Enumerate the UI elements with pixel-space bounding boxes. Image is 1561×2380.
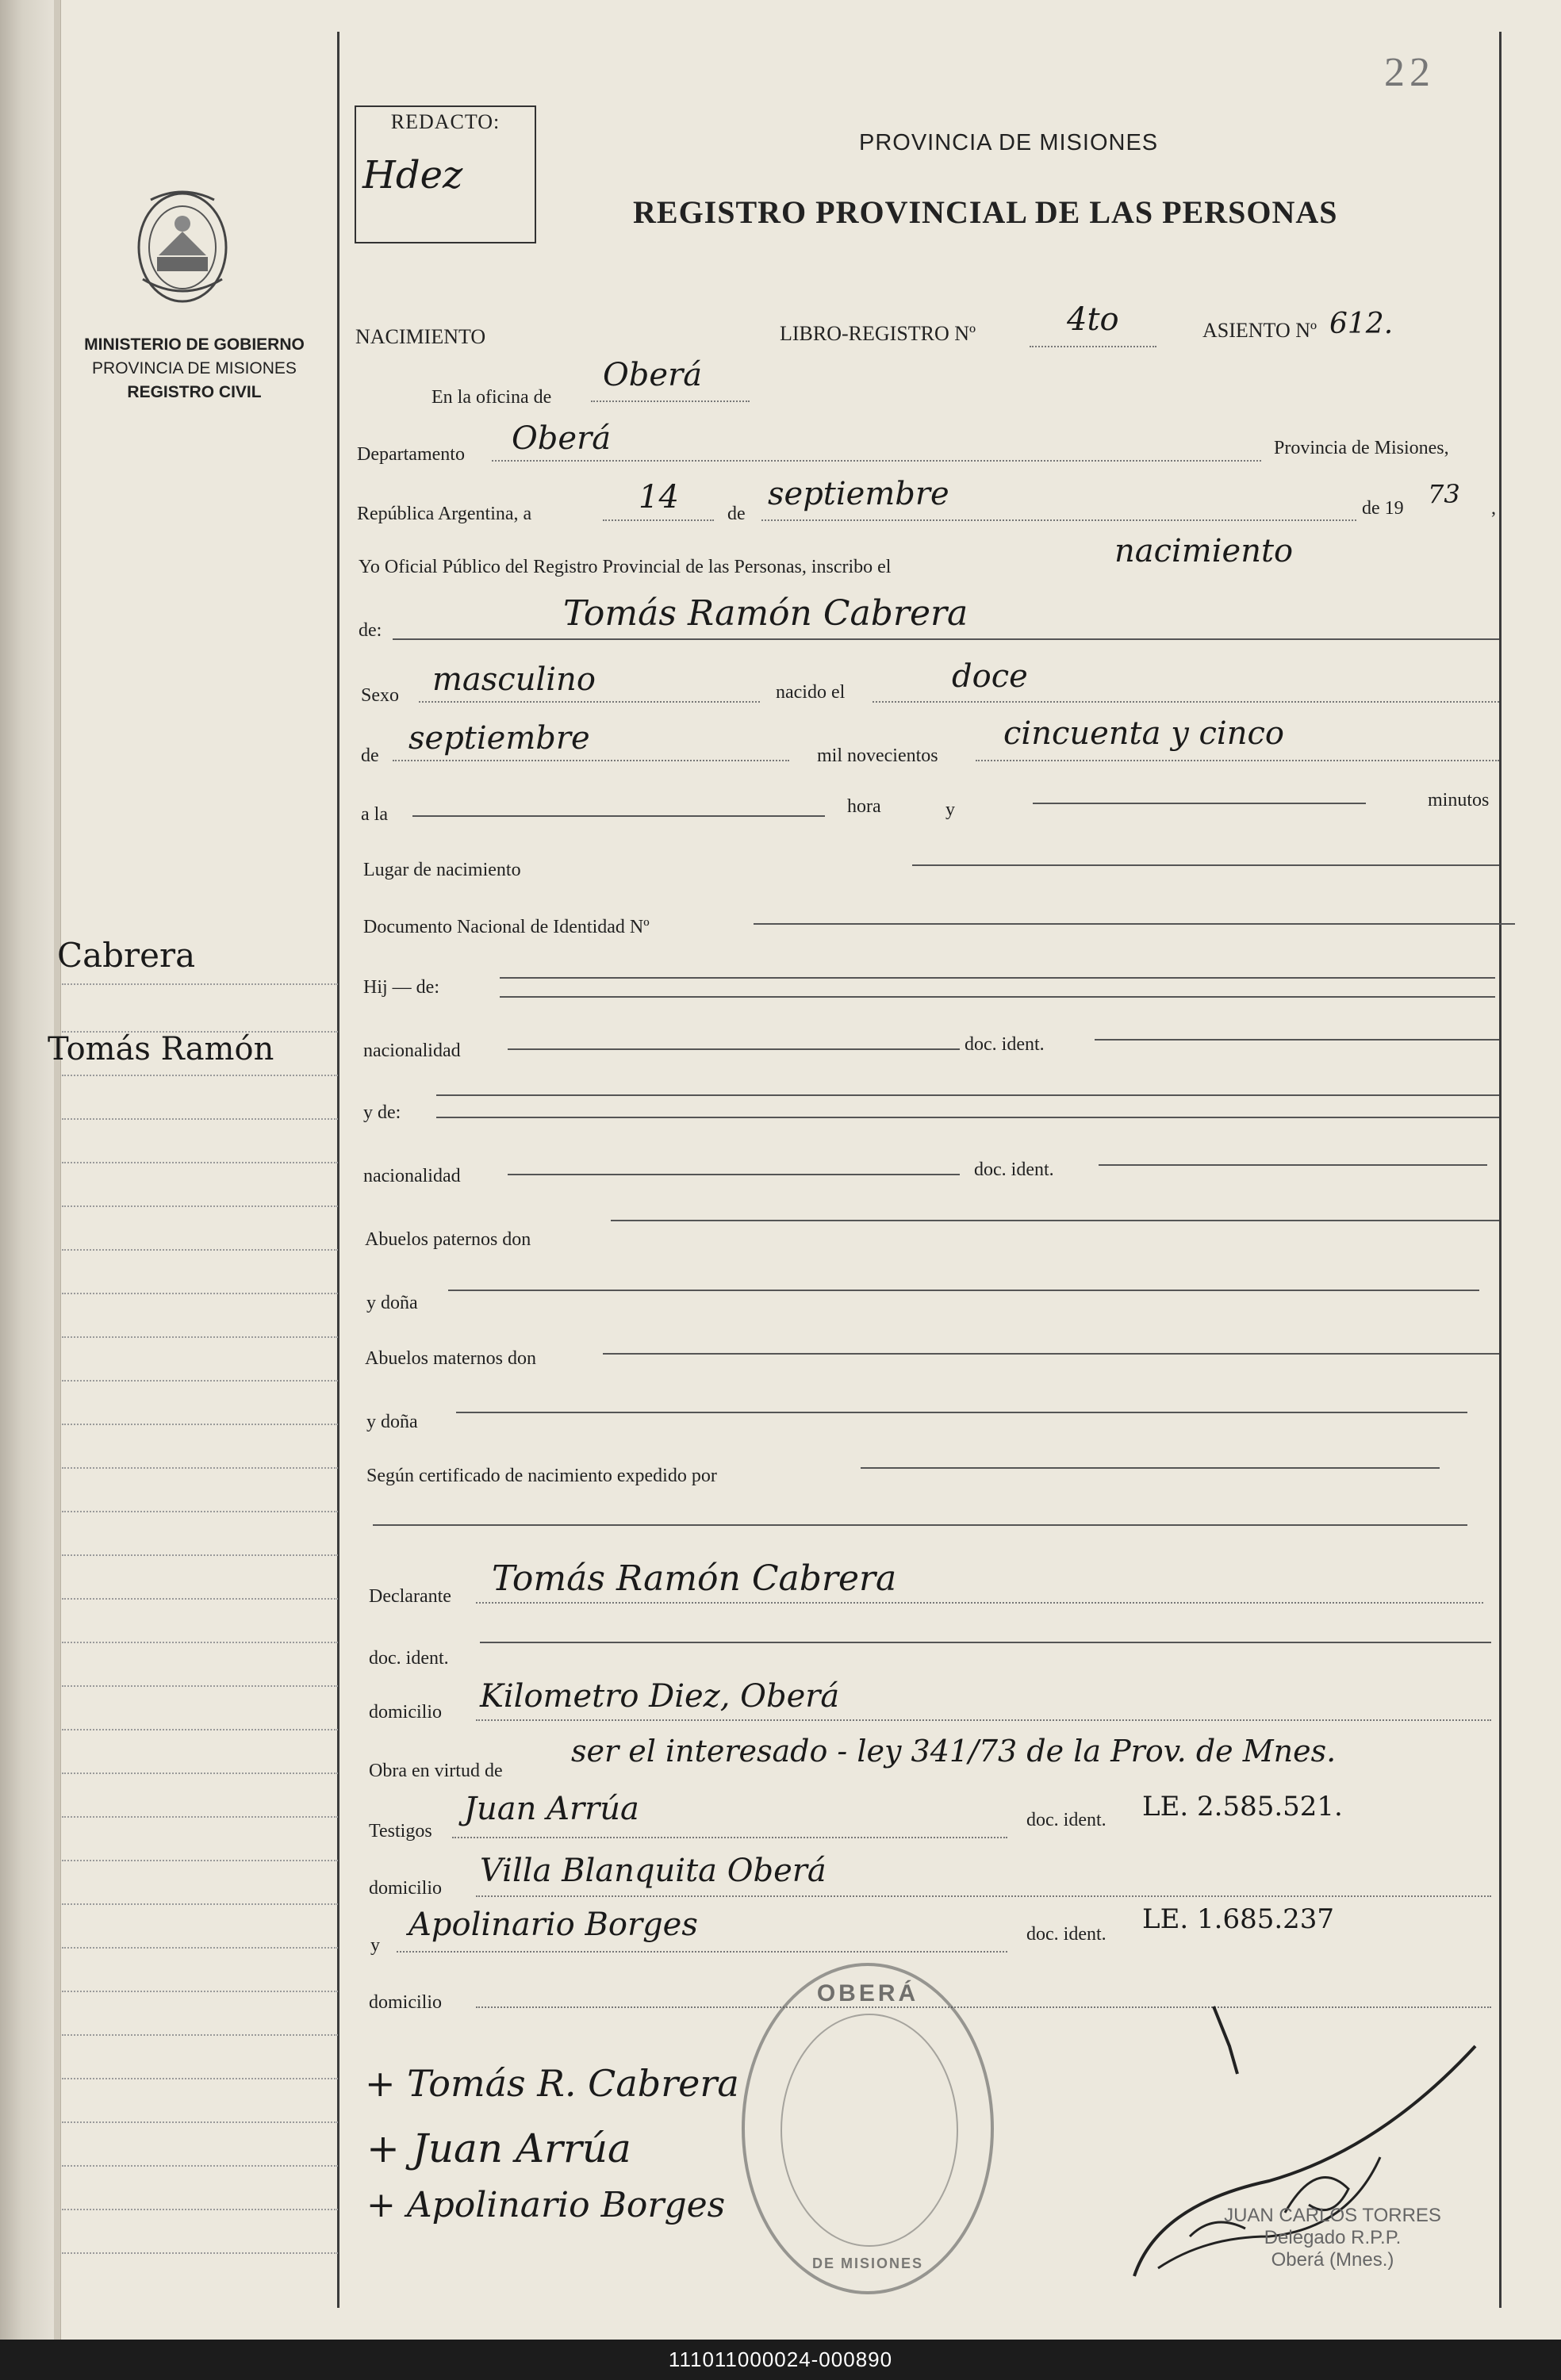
asiento-value: 612. [1329,308,1394,340]
nacionalidad2-label: nacionalidad [363,1166,461,1186]
record-type-label: NACIMIENTO [355,325,486,348]
departamento-label: Departamento [357,444,465,465]
nacido-value: doce [952,658,1028,695]
domicilio2-value: Villa Blanquita Oberá [480,1853,827,1889]
libro-label: LIBRO-REGISTRO Nº [780,322,976,345]
oficina-label: En la oficina de [431,387,552,408]
ydona2-label: y doña [366,1412,418,1432]
year-value: 73 [1428,479,1460,509]
testigo1-value: Juan Arrúa [464,1791,639,1827]
ministry-line3: REGISTRO CIVIL [127,383,262,401]
domicilio-label: domicilio [369,1702,442,1723]
testigo1-doc: LE. 2.585.521. [1142,1791,1343,1822]
lugar-label: Lugar de nacimiento [363,860,521,880]
domicilio-value: Kilometro Diez, Oberá [480,1678,840,1715]
month-value: septiembre [768,476,949,512]
footer-code: 111011000024-000890 [0,2340,1561,2380]
docident-label: doc. ident. [965,1034,1045,1055]
docident4-label: doc. ident. [1026,1810,1107,1830]
ministry-line1: MINISTERIO DE GOBIERNO [84,335,305,354]
redacto-value: Hdez [362,153,463,197]
docident2-label: doc. ident. [974,1159,1054,1180]
signature-testigo2: + Apolinario Borges [366,2185,726,2225]
dni-label: Documento Nacional de Identidad Nº [363,917,650,937]
signature-testigo1: + Juan Arrúa [366,2125,631,2171]
redacto-label: REDACTO: [390,110,501,133]
official-place: Oberá (Mnes.) [1271,2249,1394,2271]
seal-top-text: OBERÁ [816,1980,919,2006]
nacido-label: nacido el [776,682,846,703]
oficina-value: Oberá [603,357,703,393]
y2-label: y [370,1935,380,1956]
de-label: de [727,504,746,524]
seal-bottom-text: DE MISIONES [811,2255,924,2271]
domicilio3-label: domicilio [369,1992,442,2013]
redacto-box [355,105,536,243]
libro-value: 4to [1067,301,1119,338]
asiento-label: ASIENTO Nº [1202,319,1317,342]
mil-label: mil novecientos [817,745,938,766]
coat-of-arms-emblem [127,184,238,311]
official-stamp-block [1182,2205,1483,2271]
sexo-value: masculino [432,661,596,698]
abuelos-paternos-label: Abuelos paternos don [365,1229,531,1250]
oficial-value: nacimiento [1114,533,1294,569]
yde-label: y de: [363,1102,401,1123]
oficial-label: Yo Oficial Público del Registro Provincial de las Personas, inscribo el [359,557,892,577]
province-heading: PROVINCIA DE MISIONES [859,130,1159,155]
official-seal-stamp [742,1963,994,2294]
republica-label: República Argentina, a [357,504,532,524]
registrant-name: Tomás Ramón Cabrera [563,593,968,634]
margin-rule-left [337,32,339,2308]
domicilio2-label: domicilio [369,1878,442,1899]
provincia-label: Provincia de Misiones, [1274,438,1449,458]
ministry-block [56,333,333,404]
abuelos-maternos-label: Abuelos maternos don [365,1348,536,1369]
ministry-line2: PROVINCIA DE MISIONES [92,359,297,378]
hij-label: Hij — de: [363,977,439,998]
margin-rule-right [1499,32,1502,2308]
margin-given-names: Tomás Ramón [48,1031,274,1067]
birth-month-value: septiembre [408,720,590,757]
mil-value: cincuenta y cinco [1003,715,1284,752]
segun-label: Según certificado de nacimiento expedido por [366,1466,717,1486]
minutos-label: minutos [1428,790,1490,811]
book-binding [0,0,56,2340]
obra-value: ser el interesado - ley 341/73 de la Prov. de Mnes. [571,1734,1337,1769]
official-role: Delegado R.P.P. [1264,2227,1402,2248]
ydona-label: y doña [366,1293,418,1313]
official-name: JUAN CARLOS TORRES [1224,2205,1441,2226]
departamento-value: Oberá [512,420,612,457]
de-year-label: de 19 [1362,498,1404,519]
testigo2-value: Apolinario Borges [408,1907,698,1943]
registry-title: REGISTRO PROVINCIAL DE LAS PERSONAS [633,194,1338,230]
declarante-label: Declarante [369,1586,451,1607]
page-number: 22 [1384,50,1435,95]
de-month-label: de [361,745,379,766]
ala-label: a la [361,804,388,825]
signature-declarante: + Tomás R. Cabrera [365,2062,739,2105]
day-value: 14 [639,479,679,515]
y-label: y [945,799,955,820]
obra-label: Obra en virtud de [369,1761,503,1781]
margin-surname: Cabrera [57,936,196,975]
date-comma: , [1491,498,1496,519]
sexo-label: Sexo [361,685,399,706]
nacionalidad-label: nacionalidad [363,1041,461,1061]
de-name-label: de: [359,620,382,641]
docident5-label: doc. ident. [1026,1924,1107,1945]
testigo2-doc: LE. 1.685.237 [1142,1903,1335,1935]
declarante-value: Tomás Ramón Cabrera [492,1558,897,1599]
hora-label: hora [847,796,881,817]
testigos-label: Testigos [369,1821,432,1842]
docident3-label: doc. ident. [369,1648,449,1669]
